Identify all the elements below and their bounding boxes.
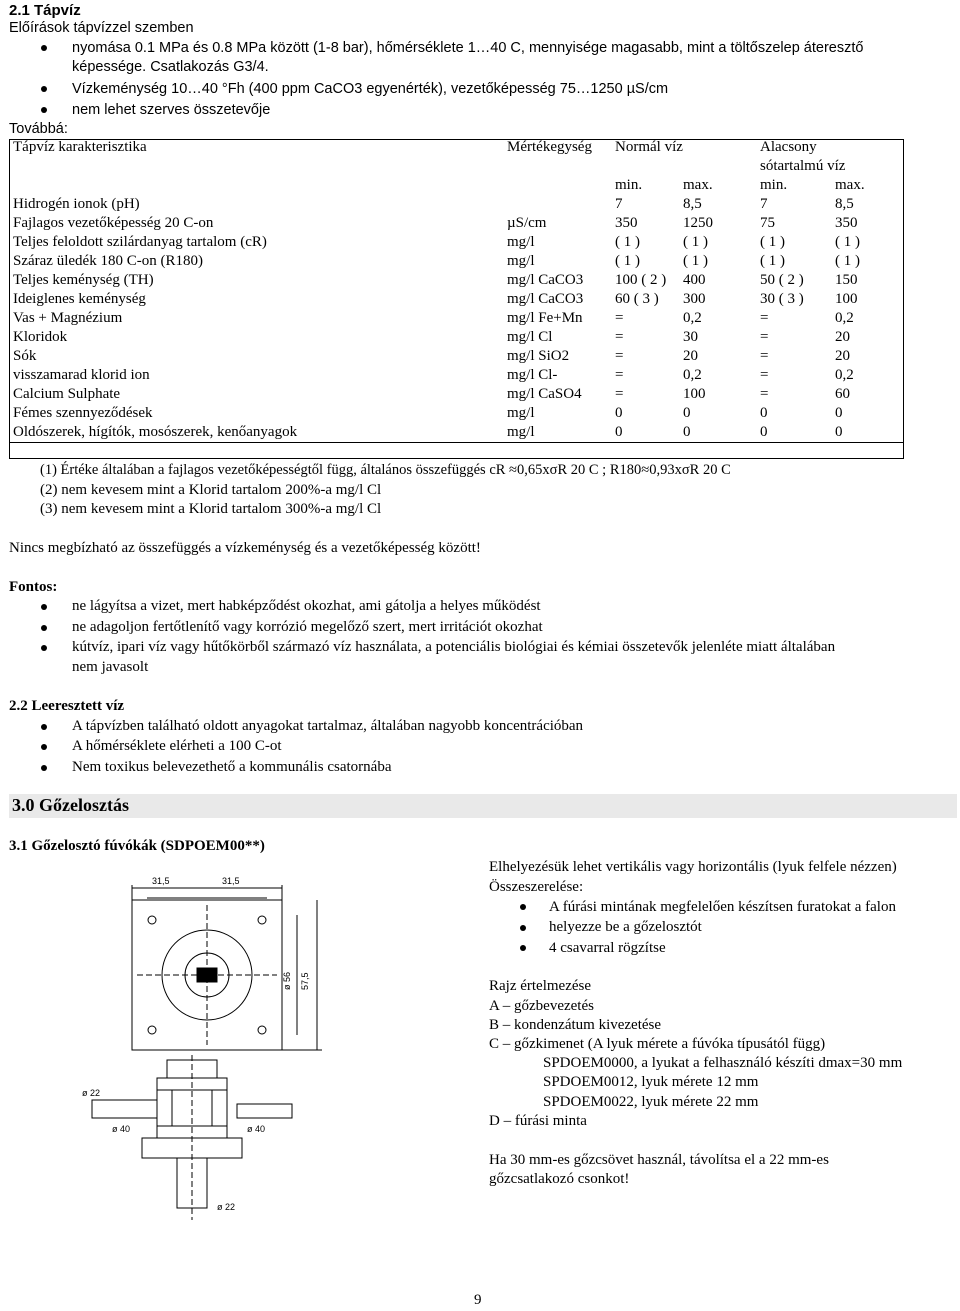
table-cell: Teljes keménység (TH)	[13, 272, 154, 288]
header-cell: Tápvíz karakterisztika	[13, 139, 147, 155]
table-cell: mg/l CaCO3	[507, 291, 584, 307]
table-cell: =	[760, 386, 769, 402]
requirement-line: képessége. Csatlakozás G3/4.	[72, 59, 269, 75]
table-cell: ( 1 )	[683, 253, 708, 269]
legend-line: SPDOEM0012, lyuk mérete 12 mm	[543, 1074, 759, 1090]
assembly-step: 4 csavarral rögzítse	[549, 940, 666, 956]
assembly-step: A fúrási mintának megfelelően készítsen furatokat a falon	[549, 899, 896, 915]
table-cell: Sók	[13, 348, 37, 364]
bullet-icon	[41, 744, 47, 750]
table-cell: Vas + Magnézium	[13, 310, 123, 326]
closing-line: gőzcsatlakozó csonkot!	[489, 1171, 630, 1187]
fontos-label: Fontos:	[9, 579, 58, 595]
heading-3-0-bar	[9, 794, 957, 818]
bullet-icon	[520, 925, 526, 931]
footnote-2: (2) nem kevesem mint a Klorid tartalom 200%-a mg/l Cl	[40, 482, 382, 498]
table-row	[9, 252, 904, 271]
fontos-line: ne adagoljon fertőtlenítő vagy korrózió megelőző szert, mert irritációt okozhat	[72, 619, 543, 635]
table-cell: 20	[835, 348, 850, 364]
table-row	[9, 328, 904, 347]
table-cell: 60	[835, 386, 850, 402]
table-cell: =	[760, 367, 769, 383]
tovabba-text: Továbbá:	[9, 121, 68, 137]
table-cell: mg/l	[507, 405, 535, 421]
leeresztett-line: A tápvízben található oldott anyagokat tartalmaz, általában nagyobb koncentrációban	[72, 718, 584, 734]
header-cell: Alacsony	[760, 139, 817, 155]
table-cell: 8,5	[835, 196, 854, 212]
bullet-icon	[41, 645, 47, 651]
dimension-label: 31,5	[152, 876, 170, 886]
table-row	[9, 385, 904, 404]
table-cell: 30 ( 3 )	[760, 291, 804, 307]
dimension-label: ø 22	[82, 1088, 101, 1098]
bullet-icon	[520, 945, 526, 951]
table-cell: ( 1 )	[835, 234, 860, 250]
fontos-line: nem javasolt	[72, 659, 149, 675]
table-cell: Hidrogén ionok (pH)	[13, 196, 140, 212]
table-cell: ( 1 )	[683, 234, 708, 250]
table-row	[9, 347, 904, 366]
footnote-1: (1) Értéke általában a fajlagos vezetőképességtől függ, általános összefüggés cR ≈0,65xσR 20 C ; R180≈0,93xσR 20 C	[40, 462, 731, 478]
table-cell: ( 1 )	[835, 253, 860, 269]
table-cell: =	[615, 329, 624, 345]
requirement-line: Vízkeménység 10…40 °Fh (400 ppm CaCO3 egyenérték), vezetőképesség 75…1250 µS/cm	[72, 81, 669, 97]
table-cell: Calcium Sulphate	[13, 386, 121, 402]
nozzle-technical-drawing	[72, 860, 332, 1230]
table-cell: 20	[835, 329, 850, 345]
legend-line: B – kondenzátum kivezetése	[489, 1017, 662, 1033]
fontos-line: kútvíz, ipari víz vagy hűtőkörből származó víz használata, a potenciális biológiai és kémiai összetevők jelenléte miatt általában	[72, 639, 836, 655]
requirement-line: nem lehet szerves összetevője	[72, 102, 271, 118]
table-row	[9, 195, 904, 214]
table-cell: 20	[683, 348, 698, 364]
header-cell: max.	[683, 177, 713, 193]
bullet-icon	[41, 625, 47, 631]
legend-line: Rajz értelmezése	[489, 978, 592, 994]
feedwater-table	[9, 138, 904, 443]
table-row	[9, 423, 904, 443]
table-cell: =	[760, 348, 769, 364]
table-row	[9, 404, 904, 423]
table-cell: 0	[756, 423, 831, 443]
table-cell: 150	[835, 272, 858, 288]
table-cell: ( 1 )	[760, 234, 785, 250]
table-cell: 8,5	[683, 196, 702, 212]
table-cell: mg/l Cl-	[507, 367, 558, 383]
install-line: Összeszerelése:	[489, 879, 584, 895]
dimension-label: ø 22	[217, 1202, 236, 1212]
bullet-icon	[520, 904, 526, 910]
bullet-icon	[41, 86, 47, 92]
requirement-line: nyomása 0.1 MPa és 0.8 MPa között (1-8 bar), hőmérséklete 1…40 C, mennyisége magasabb, mint a töltőszelep áteresztő	[72, 40, 864, 56]
table-cell: =	[615, 386, 624, 402]
table-cell: 0	[760, 405, 768, 421]
table-cell: =	[760, 310, 769, 326]
bullet-icon	[41, 107, 47, 113]
table-cell: Fémes szennyeződések	[13, 405, 153, 421]
table-cell: 350	[615, 215, 638, 231]
warning-text: Nincs megbízható az összefüggés a vízkeménység és a vezetőképesség között!	[9, 540, 481, 556]
table-cell: 0	[831, 423, 904, 443]
legend-line: C – gőzkimenet (A lyuk mérete a fúvóka típusától függ)	[489, 1036, 826, 1052]
table-cell: ( 1 )	[615, 253, 640, 269]
header-cell: min.	[760, 177, 788, 193]
table-cell: mg/l CaCO3	[507, 272, 584, 288]
heading-3-1: 3.1 Gőzelosztó fúvókák (SDPOEM00**)	[9, 838, 265, 854]
page-number: 9	[474, 1292, 482, 1308]
table-cell: mg/l Cl	[507, 329, 553, 345]
table-cell: 0	[611, 423, 679, 443]
table-header-row	[9, 176, 904, 195]
table-cell: 300	[683, 291, 706, 307]
table-cell: Száraz üledék 180 C-on (R180)	[13, 253, 203, 269]
fontos-line: ne lágyítsa a vizet, mert habképződést okozhat, ami gátolja a helyes működést	[72, 598, 541, 614]
table-cell: 100 ( 2 )	[615, 272, 667, 288]
legend-line: D – fúrási minta	[489, 1113, 587, 1129]
table-cell: 400	[683, 272, 706, 288]
bullet-icon	[41, 765, 47, 771]
dimension-label: 31,5	[222, 876, 240, 886]
table-cell: mg/l Fe+Mn	[507, 310, 583, 326]
heading-2-1: 2.1 Tápvíz	[9, 2, 81, 19]
footnote-3: (3) nem kevesem mint a Klorid tartalom 300%-a mg/l Cl	[40, 501, 382, 517]
table-cell: ( 1 )	[615, 234, 640, 250]
header-cell: sótartalmú víz	[760, 158, 846, 174]
table-cell: mg/l	[503, 423, 611, 443]
header-cell: max.	[835, 177, 865, 193]
table-cell: mg/l SiO2	[507, 348, 570, 364]
table-cell: =	[760, 329, 769, 345]
table-header-row	[9, 157, 904, 176]
table-cell: 0,2	[683, 310, 702, 326]
table-cell: 0	[683, 405, 691, 421]
closing-line: Ha 30 mm-es gőzcsövet használ, távolítsa el a 22 mm-es	[489, 1152, 829, 1168]
table-cell: 60 ( 3 )	[615, 291, 659, 307]
bullet-icon	[41, 724, 47, 730]
table-row	[9, 214, 904, 233]
table-cell: 1250	[683, 215, 713, 231]
dimension-label: ø 40	[112, 1124, 131, 1134]
leeresztett-line: Nem toxikus belevezethető a kommunális csatornába	[72, 759, 392, 775]
intro-text: Előírások tápvízzel szemben	[9, 20, 194, 36]
table-cell: Teljes feloldott szilárdanyag tartalom (cR)	[13, 234, 267, 250]
header-cell: min.	[615, 177, 643, 193]
table-cell: =	[615, 348, 624, 364]
table-cell: 350	[835, 215, 858, 231]
table-cell: 0,2	[835, 367, 854, 383]
table-row	[9, 366, 904, 385]
table-cell: 50 ( 2 )	[760, 272, 804, 288]
table-header-row	[9, 138, 904, 157]
table-cell: 0,2	[835, 310, 854, 326]
bullet-icon	[41, 45, 47, 51]
table-cell: Fajlagos vezetőképesség 20 C-on	[13, 215, 214, 231]
table-cell: 0	[835, 405, 843, 421]
table-cell	[503, 195, 611, 214]
leeresztett-line: A hőmérséklete elérheti a 100 C-ot	[72, 738, 282, 754]
table-cell: 30	[683, 329, 698, 345]
table-cell: 0	[615, 405, 623, 421]
table-cell: mg/l	[507, 234, 535, 250]
table-cell: =	[615, 367, 624, 383]
heading-3-0: 3.0 Gőzelosztás	[12, 795, 129, 815]
table-row	[9, 290, 904, 309]
table-cell: Ideiglenes keménység	[13, 291, 146, 307]
table-cell: =	[615, 310, 624, 326]
legend-line: SPDOEM0022, lyuk mérete 22 mm	[543, 1094, 759, 1110]
bullet-icon	[41, 604, 47, 610]
heading-2-2: 2.2 Leeresztett víz	[9, 698, 125, 714]
install-line: Elhelyezésük lehet vertikális vagy horizontális (lyuk felfele nézzen)	[489, 859, 897, 875]
header-cell: Mértékegység	[507, 139, 592, 155]
table-cell: mg/l	[507, 253, 535, 269]
table-cell: mg/l CaSO4	[507, 386, 582, 402]
table-row	[9, 309, 904, 328]
dimension-label: ø 56	[282, 971, 292, 990]
legend-line: SPDOEM0000, a lyukat a felhasználó készíti dmax=30 mm	[543, 1055, 903, 1071]
table-cell: 7	[615, 196, 623, 212]
table-cell: 0	[679, 423, 756, 443]
table-cell: Kloridok	[13, 329, 68, 345]
dimension-label: 57,5	[300, 972, 310, 990]
header-cell: Normál víz	[615, 139, 683, 155]
table-cell: ( 1 )	[760, 253, 785, 269]
table-row	[9, 233, 904, 252]
table-cell: 0,2	[683, 367, 702, 383]
table-cell: Oldószerek, hígítók, mosószerek, kenőanyagok	[9, 423, 503, 443]
table-cell: visszamarad klorid ion	[13, 367, 150, 383]
table-cell: 7	[760, 196, 768, 212]
table-row	[9, 271, 904, 290]
assembly-step: helyezze be a gőzelosztót	[549, 919, 702, 935]
table-cell: 75	[760, 215, 775, 231]
table-cell: 100	[683, 386, 706, 402]
dimension-label: ø 40	[247, 1124, 266, 1134]
legend-line: A – gőzbevezetés	[489, 998, 594, 1014]
table-cell: 100	[835, 291, 858, 307]
table-cell: µS/cm	[507, 215, 547, 231]
